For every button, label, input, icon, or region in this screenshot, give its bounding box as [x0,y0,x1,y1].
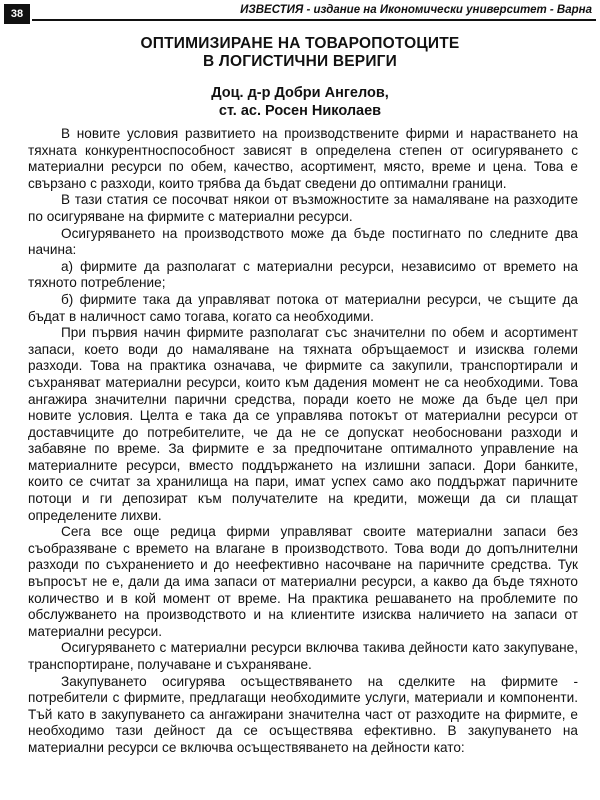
article-body [28,126,578,757]
paragraph-8: Осигуряването с материални ресурси включва такива дейности като закупуване, транспортиране, получаване и съхраняване. [28,640,578,672]
article-authors [30,84,570,120]
paragraph-6: При първия начин фирмите разполагат със значителни по обем и асортимент запаси, което води до намаляване на тяхната обръщаемост и изисква големи разходи. Това на практика означава, че фирмите са закупили, транспортирали и съхраняват материални ресурси, които към дадения момент не са необходими. Това ангажира значителни парични средства, поради което не може да бъде цел при новите условия. Целта е така да се управлява потокът от материални ресурси от доставчиците до потребителите, че да не се допускат необосновани разходи и забавяне по време. За фирмите е за предпочитане оптималното управление на материалните ресурси, вместо поддържането на излишни запаси. Дори банките, които се считат за хранилища на пари, имат успех само ако поддържат паричните потоци и ги депозират към получателите на кредити, можещи да си плащат определените лихви. [28,325,578,523]
author-2: ст. ас. Росен Николаев [218,103,382,119]
paragraph-9: Закупуването осигурява осъществяването на сделките на фирмите - потребители с фирмите, предлагащи необходимите услуги, материали и компоненти. Тъй като в закупуването са ангажирани значителна част от разходите на фирмите, е необходимо тази дейност да се осъществява ефективно. В закупуването на материални ресурси се включва осъществяването на дейности като: [28,673,578,755]
title-line-2: В ЛОГИСТИЧНИ ВЕРИГИ [202,53,398,70]
title-line-1: ОПТИМИЗИРАНЕ НА ТОВАРОПОТОЦИТЕ [140,35,460,52]
header-rule [32,19,596,21]
author-1: Доц. д-р Добри Ангелов, [211,85,389,101]
page-number: 38 [4,4,30,24]
paragraph-5: б) фирмите така да управляват потока от материални ресурси, че същите да бъдат в наличност само тогава, когато са необходими. [28,291,578,324]
paragraph-3: Осигуряването на производството може да бъде постигнато по следните два начина: [28,225,578,258]
paragraph-4: а) фирмите да разполагат с материални ресурси, независимо от времето на тяхното потребление; [28,258,578,291]
paragraph-7: Сега все още редица фирми управляват своите материални запаси без съобразяване с времето на влагане в производството. Това води до допълнителни разходи по съхранението и до неефективно насочване на паричните средства. Тук въпросът не е, дали да има запаси от материални ресурси, а какво да бъде тяхното количество и в кой момент от време. На практика решаването на проблемите по обслужването на производството и на клиентите изисква наличието на запаси от материални ресурси. [28,524,578,639]
article-title [30,35,570,71]
running-title: ИЗВЕСТИЯ - издание на Икономически университет - Варна [240,4,592,16]
paragraph-2: В тази статия се посочват някои от възможностите за намаляване на разходите по осигуряване на фирмите с материални ресурси. [28,192,578,224]
running-header [0,2,600,26]
paragraph-1: В новите условия развитието на производствените фирми и нарастването на тяхната конкурентноспособност зависят в определена степен от осигуряването с материални ресурси по обем, качество, асортимент, място, време и цена. Това е свързано с разходи, които трябва да бъдат сведени до оптимални граници. [28,126,578,191]
